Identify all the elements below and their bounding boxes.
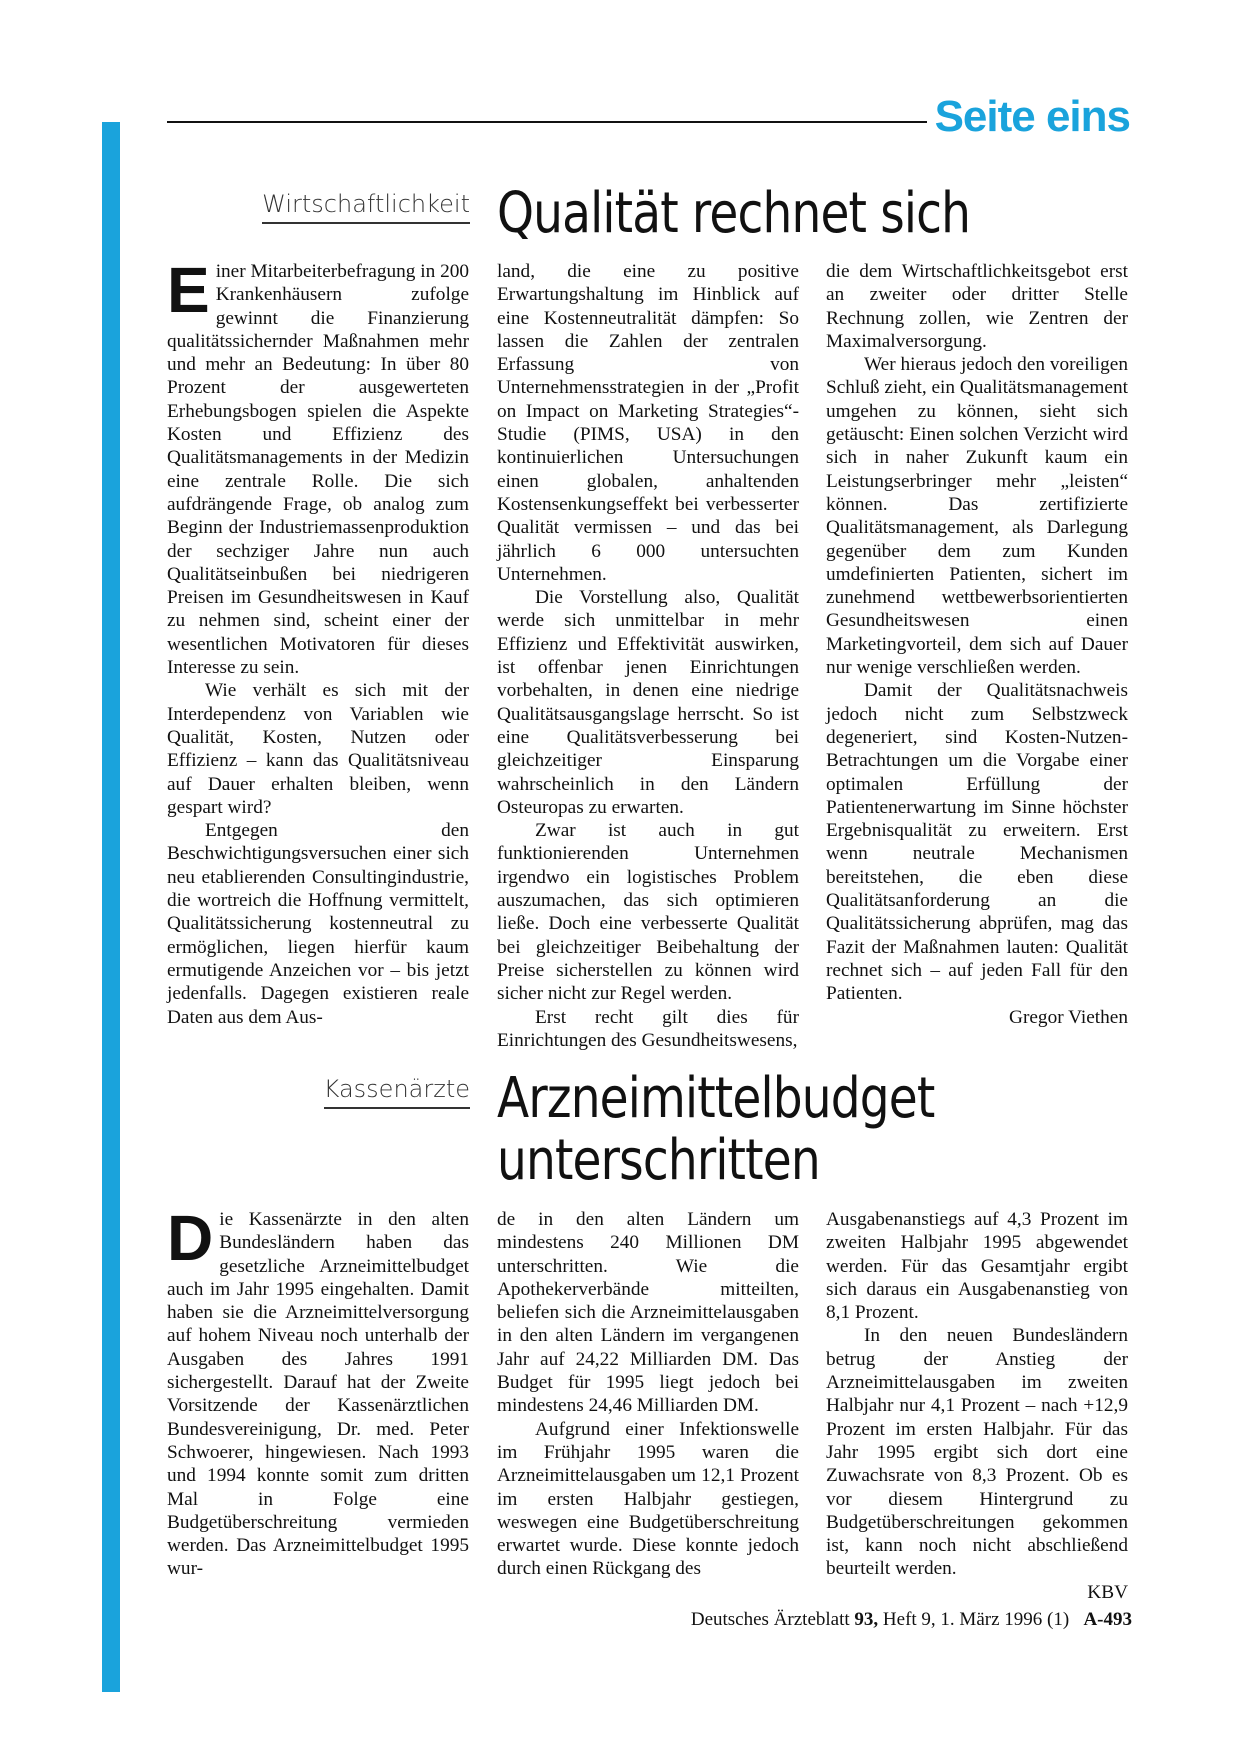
article2-column-2 [497,1208,799,1581]
author-name: KBV [1087,1581,1128,1603]
paragraph: land, die eine zu positive Erwartungshaltung im Hinblick auf eine Kostenneutralität dämpfen: So lassen die Zahlen der zentralen Erfassung von Unternehmensstrategien in der „Profit on Impact on Marketing Strategies“-Studie (PIMS, USA) in den kontinuierlichen Untersuchungen einen globalen, anhaltenden Kostensenkungseffekt bei verbesserter Qualität vermissen – und das bei jährlich 6 000 untersuchten Unternehmen. [497,261,799,585]
article1-column-2 [497,260,799,1052]
paragraph: Wie verhält es sich mit der Interdependenz von Variablen wie Qualität, Kosten, Nutzen oder Effizienz – kann das Qualitätsniveau auf Dauer erhalten bleiben, wenn gespart wird? [167,680,469,818]
article2-kicker: Kassenärzte [324,1075,470,1109]
page-number: A-493 [1083,1609,1132,1630]
page-footer [691,1609,1132,1631]
paragraph: de in den alten Ländern um mindestens 240 Millionen DM unterschritten. Wie die Apothekerverbände mitteilten, beliefen sich die Arzneimittelausgaben in den alten Ländern im vergangenen Jahr auf 24,22 Milliarden DM. Das Budget für 1995 liegt jedoch bei mindestens 24,46 Milliarden DM. [497,1209,799,1417]
drop-cap: E [167,254,210,326]
paragraph: In den neuen Bundesländern betrug der Anstieg der Arzneimittelausgaben im zweiten Halbjahr nur 4,1 Prozent – nach +12,9 Prozent im ersten Halbjahr. Für das Jahr 1995 ergibt sich dort eine Zuwachsrate von 8,3 Prozent. Ob es vor diesem Hintergrund zu Budgetüberschreitungen gekommen ist, kann noch nicht abschließend beurteilt werden. [826,1325,1128,1580]
paragraph: Zwar ist auch in gut funktionierenden Unternehmen irgendwo ein logistisches Problem auszumachen, das sich optimieren ließe. Doch eine verbesserte Qualität bei gleichzeitiger Beibehaltung der Preise sicherstellen zu können wird sicher nicht zur Regel werden. [497,820,799,1005]
article2-column-3 [826,1208,1128,1604]
paragraph: Einer Mitarbeiterbefragung in 200 Krankenhäusern zufolge gewinnt die Finanzierung qualitätssichernder Maßnahmen mehr und mehr an Bedeutung: In über 80 Prozent der ausgewerteten Erhebungsbogen spielen die Aspekte Kosten und Effizienz des Qualitätsmanagements in der Medizin eine zentrale Rolle. Die sich aufdrängende Frage, ob analog zum Beginn der Industriemassenproduktion der sechziger Jahre nun auch Qualitätseinbußen bei niedrigeren Preisen im Gesundheitswesen in Kauf zu nehmen sind, scheint einer der wesentlichen Motivatoren für dieses Interesse zu sein. [167,254,469,679]
paragraph: Ausgabenanstiegs auf 4,3 Prozent im zweiten Halbjahr 1995 abgewendet werden. Für das Gesamtjahr ergibt sich daraus ein Ausgabenanstieg von 8,1 Prozent. [826,1209,1128,1324]
paragraph: Damit der Qualitätsnachweis jedoch nicht zum Selbstzweck degeneriert, sind Kosten-Nutzen-Betrachtungen um die Vorgabe einer optimalen Erfüllung der Patientenerwartung im Sinne höchster Ergebnisqualität zu erweitern. Erst wenn neutrale Mechanismen bereitstehen, die eben diese Qualitätsanforderung an die Qualitätssicherung abprüfen, mag das Fazit der Maßnahmen lauten: Qualität rechnet sich – auf jeden Fall für den Patienten. [826,680,1128,1005]
article1-column-1 [167,254,469,1029]
paragraph: die dem Wirtschaftlichkeitsgebot erst an zweiter oder dritter Stelle Rechnung zollen, wie Zentren der Maximalversorgung. [826,261,1128,352]
paragraph: Entgegen den Beschwichtigungsversuchen einer sich neu etablierenden Consultingindustrie, die wortreich die Hoffnung vermittelt, Qualitätssicherung kostenneutral zu ermöglichen, liegen hierfür kaum ermutigende Anzeichen vor – bis jetzt jedenfalls. Dagegen existieren reale Daten aus dem Aus- [167,820,469,1028]
section-title: Seite eins [934,92,1130,141]
article1-column-3 [826,260,1128,1029]
paragraph: Die Vorstellung also, Qualität werde sich unmittelbar in mehr Effizienz und Effektivität auswirken, ist offenbar jenen Einrichtungen vorbehalten, in denen eine niedrige Qualitätsausgangslage herrscht. So ist eine Qualitätsverbesserung bei gleichzeitiger Einsparung wahrscheinlich in den Ländern Osteuropas zu erwarten. [497,587,799,818]
blue-side-bar [102,122,120,1692]
paragraph: Wer hieraus jedoch den voreiligen Schluß zieht, ein Qualitätsmanagement umgehen zu können, sieht sich getäuscht: Einen solchen Verzicht wird sich in naher Zukunft kaum ein Leistungserbringer mehr „leisten“ können. Das zertifizierte Qualitätsmanagement, als Darlegung gegenüber dem zum Kunden umdefinierten Patienten, sichert im zunehmend wettbewerbsorientierten Gesundheitswesen einen Marketingvorteil, dem sich auf Dauer nur wenige verschließen werden. [826,354,1128,679]
article2-column-1 [167,1202,469,1581]
journal-name: Deutsches Ärzteblatt [690,1609,850,1630]
headline-line: unterschritten [497,1128,820,1193]
headline-line: Arzneimittelbudget [497,1066,935,1131]
article1-headline: Qualität rechnet sich [497,181,971,246]
paragraph: Aufgrund einer Infektionswelle im Frühjahr 1995 waren die Arzneimittelausgaben um 12,1 Prozent im ersten Halbjahr gestiegen, weswegen eine Budgetüberschreitung erwartet wurde. Diese konnte jedoch durch einen Rückgang des [497,1418,799,1580]
paragraph: Die Kassenärzte in den alten Bundesländern haben das gesetzliche Arzneimittelbudget auch im Jahr 1995 eingehalten. Damit haben sie die Arzneimittelversorgung auf hohem Niveau noch unterhalb der Ausgaben des Jahres 1991 sichergestellt. Darauf hat der Zweite Vorsitzende der Kassenärztlichen Bundesvereinigung, Dr. med. Peter Schwoerer, hingewiesen. Nach 1993 und 1994 konnte somit zum dritten Mal in Folge eine Budgetüberschreitung vermieden werden. Das Arzneimittelbudget 1995 wur- [167,1202,469,1580]
header-rule [167,121,927,123]
article2-headline [497,1068,934,1192]
paragraph: Erst recht gilt dies für Einrichtungen des Gesundheitswesens, [497,1006,799,1051]
article1-kicker: Wirtschaftlichkeit [262,190,470,224]
issue-info: Heft 9, 1. März 1996 (1) [882,1609,1070,1630]
volume-number: 93, [854,1609,879,1630]
drop-cap: D [167,1202,214,1274]
author-name: Gregor Viethen [1009,1006,1128,1028]
